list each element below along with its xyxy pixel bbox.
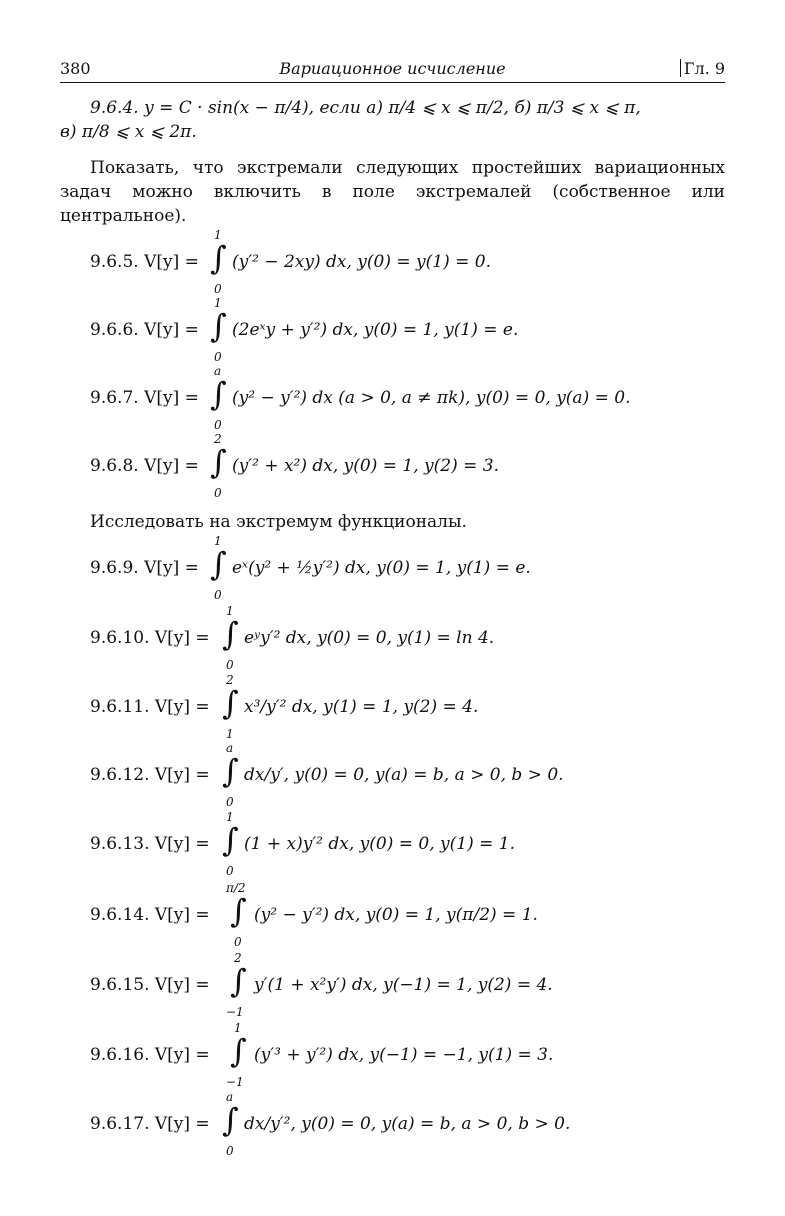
problem-9-6-15: 9.6.15. V[y] = 2 ∫ −1 y′(1 + x²y′) dx, y(−1) = 1, y(2) = 4. (90, 951, 553, 1019)
chapter-label: Гл. 9 (680, 59, 725, 78)
page-number: 380 (60, 59, 91, 78)
problem-9-6-5: 9.6.5. V[y] = 1 ∫ 0 (y′² − 2xy) dx, y(0) = y(1) = 0. (90, 228, 491, 296)
problem-9-6-10: 9.6.10. V[y] = 1 ∫ 0 eʸy′² dx, y(0) = 0, y(1) = ln 4. (90, 604, 495, 672)
problem-9-6-7: 9.6.7. V[y] = a ∫ 0 (y² − y′²) dx (a > 0, a ≠ πk), y(0) = 0, y(a) = 0. (90, 364, 631, 432)
problem-9-6-4 (60, 96, 725, 144)
intro-paragraph-2: Исследовать на экстремум функционалы. (90, 512, 467, 532)
problem-9-6-6: 9.6.6. V[y] = 1 ∫ 0 (2eˣy + y′²) dx, y(0) = 1, y(1) = e. (90, 296, 519, 364)
running-title: Вариационное исчисление (279, 59, 506, 78)
problem-9-6-17: 9.6.17. V[y] = a ∫ 0 dx/y′², y(0) = 0, y(a) = b, a > 0, b > 0. (90, 1090, 571, 1158)
problem-9-6-9: 9.6.9. V[y] = 1 ∫ 0 eˣ(y² + ½y′²) dx, y(0) = 1, y(1) = e. (90, 534, 531, 602)
problem-9-6-8: 9.6.8. V[y] = 2 ∫ 0 (y′² + x²) dx, y(0) = 1, y(2) = 3. (90, 432, 499, 500)
problem-9-6-16: 9.6.16. V[y] = 1 ∫ −1 (y′³ + y′²) dx, y(−1) = −1, y(1) = 3. (90, 1021, 554, 1089)
intro-paragraph-1: Показать, что экстремали следующих простейших вариационных задач можно включить в поле экстремалей (собственное или центральное). (60, 158, 725, 226)
problem-9-6-14: 9.6.14. V[y] = π/2 ∫ 0 (y² − y′²) dx, y(0) = 1, y(π/2) = 1. (90, 881, 538, 949)
problem-9-6-4-line-2: в) π/8 ⩽ x ⩽ 2π. (60, 122, 197, 142)
running-header (60, 58, 725, 83)
problem-9-6-4-line-1: 9.6.4. y = C · sin(x − π/4), если а) π/4 ⩽ x ⩽ π/2, б) π/3 ⩽ x ⩽ π, (90, 98, 641, 118)
problem-9-6-13: 9.6.13. V[y] = 1 ∫ 0 (1 + x)y′² dx, y(0) = 0, y(1) = 1. (90, 810, 515, 878)
problem-9-6-11: 9.6.11. V[y] = 2 ∫ 1 x³/y′² dx, y(1) = 1, y(2) = 4. (90, 673, 479, 741)
problem-9-6-12: 9.6.12. V[y] = a ∫ 0 dx/y′, y(0) = 0, y(a) = b, a > 0, b > 0. (90, 741, 564, 809)
